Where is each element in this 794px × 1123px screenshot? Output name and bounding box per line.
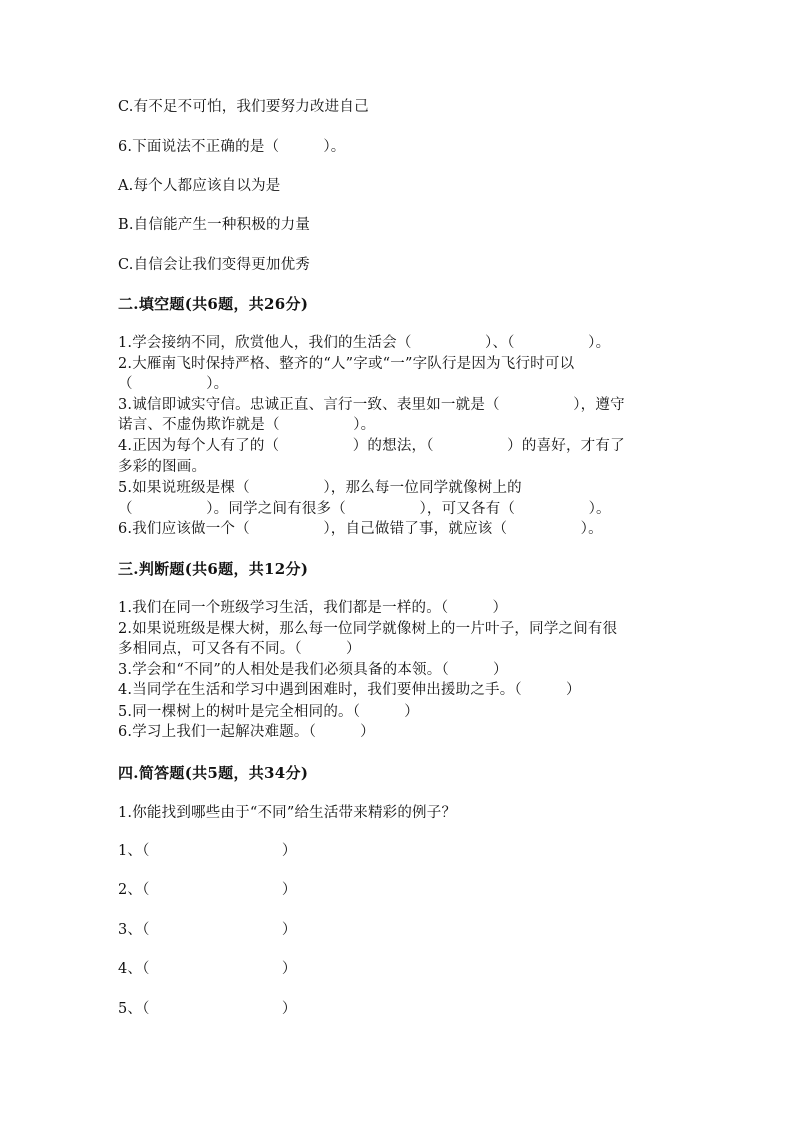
- fill-blank-line: （ ）。: [118, 376, 229, 392]
- judge-line: 4.当同学在生活和学习中遇到困难时，我们要伸出援助之手。（ ）: [118, 682, 581, 698]
- judge-line: 3.学会和“不同”的人相处是我们必须具备的本领。（ ）: [118, 662, 508, 678]
- question-stem: 6.下面说法不正确的是（ ）。: [118, 139, 346, 155]
- question-stem: 1.你能找到哪些由于“不同”给生活带来精彩的例子？: [118, 805, 457, 821]
- answer-line: 1、（ ）: [118, 843, 297, 859]
- fill-blank-line: 3.诚信即诚实守信。忠诚正直、言行一致、表里如一就是（ ），遵守: [118, 397, 625, 413]
- judge-line: 2.如果说班级是棵大树，那么每一位同学就像树上的一片叶子，同学之间有很: [118, 621, 618, 637]
- judge-line: 6.学习上我们一起解决难题。（ ）: [118, 724, 375, 740]
- judge-line: 1.我们在同一个班级学习生活，我们都是一样的。（ ）: [118, 600, 508, 616]
- fill-blank-line: 诺言、不虚伪欺诈就是（ ）。: [118, 417, 376, 433]
- judge-line: 多相同点，可又各有不同。（ ）: [118, 641, 361, 657]
- section-heading: 二.填空题(共6题，共26分): [118, 295, 309, 313]
- option-text: A.每个人都应该自以为是: [118, 178, 281, 194]
- answer-line: 5、（ ）: [118, 1001, 297, 1017]
- answer-line: 2、（ ）: [118, 882, 297, 898]
- section-heading: 三.判断题(共6题，共12分): [118, 560, 309, 578]
- option-text: C.自信会让我们变得更加优秀: [118, 257, 310, 273]
- section-heading: 四.简答题(共5题，共34分): [118, 764, 309, 782]
- answer-line: 4、（ ）: [118, 961, 297, 977]
- fill-blank-line: 4.正因为每个人有了的（ ）的想法，（ ）的喜好，才有了: [118, 438, 625, 454]
- fill-blank-line: 2.大雁南飞时保持严格、整齐的“人”字或“一”字队行是因为飞行时可以: [118, 356, 575, 372]
- fill-blank-line: 5.如果说班级是棵（ ），那么每一位同学就像树上的: [118, 480, 522, 496]
- judge-line: 5.同一棵树上的树叶是完全相同的。（ ）: [118, 704, 419, 720]
- fill-blank-line: 1.学会接纳不同，欣赏他人，我们的生活会（ ）、（ ）。: [118, 335, 611, 351]
- fill-blank-line: 多彩的图画。: [118, 459, 207, 475]
- fill-blank-line: 6.我们应该做一个（ ），自己做错了事，就应该（ ）。: [118, 521, 603, 537]
- option-text: B.自信能产生一种积极的力量: [118, 217, 311, 233]
- option-text: C.有不足不可怕，我们要努力改进自己: [118, 99, 369, 115]
- answer-line: 3、（ ）: [118, 922, 297, 938]
- fill-blank-line: （ ）。同学之间有很多（ ），可又各有（ ）。: [118, 501, 611, 517]
